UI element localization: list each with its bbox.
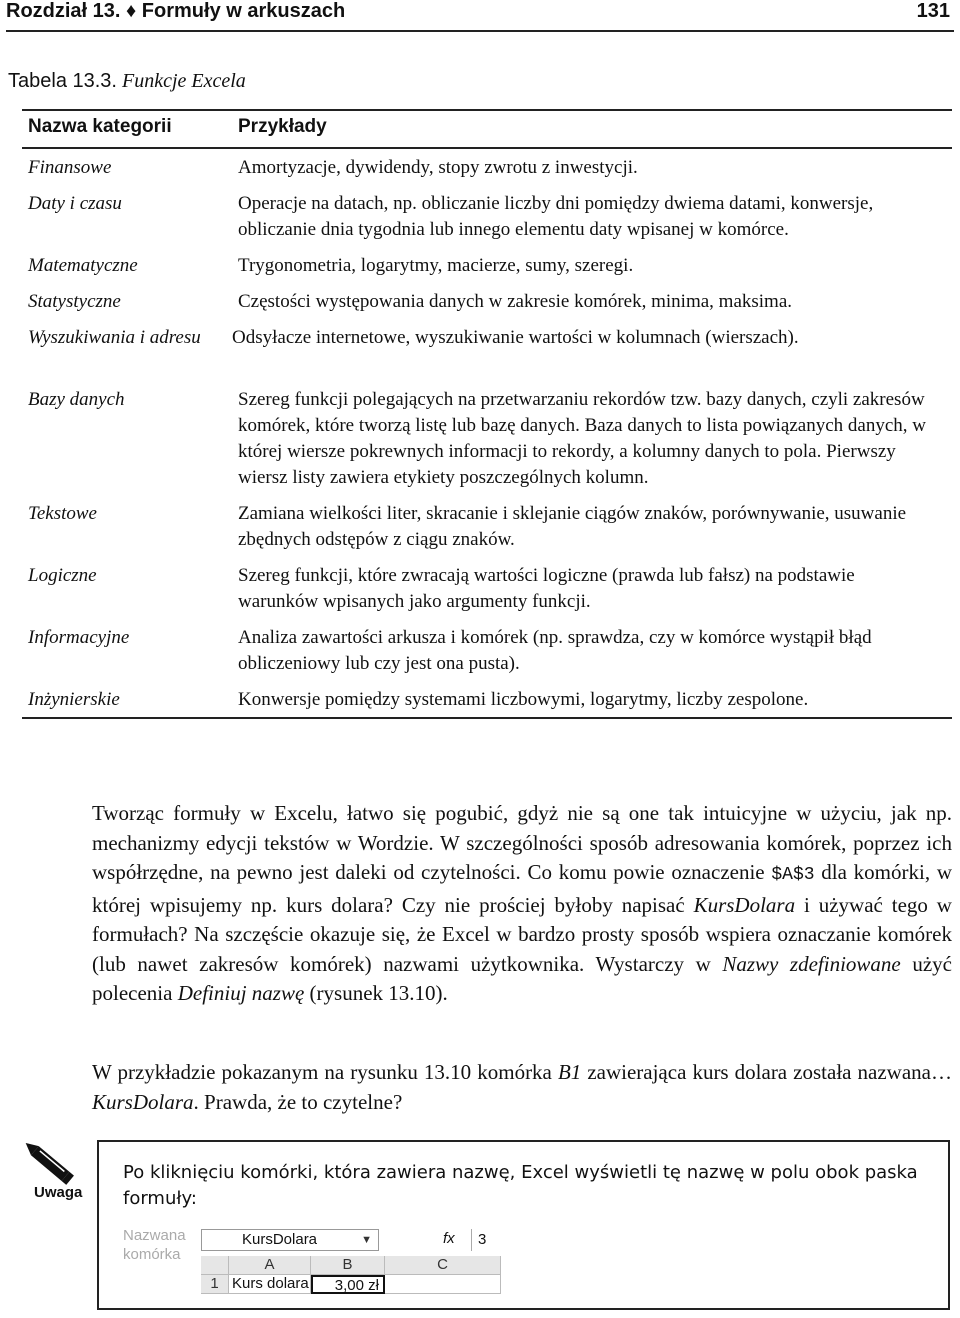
- examples-cell: Analiza zawartości arkusza i komórek (np. sprawdza, czy w komórce wystąpił błąd obliczeniowy lub czy jest ona pusta).: [238, 627, 872, 674]
- table-row: [22, 191, 952, 243]
- sheet-grid: [201, 1256, 501, 1294]
- emphasis: KursDolara: [693, 892, 796, 917]
- fx-icon[interactable]: fx: [443, 1230, 455, 1247]
- column-header-category: Nazwa kategorii: [28, 116, 172, 137]
- examples-cell: Częstości występowania danych w zakresie komórek, minima, maksima.: [238, 291, 793, 312]
- chapter-title: Rozdział 13. ♦ Formuły w arkuszach: [6, 0, 346, 22]
- column-header-c[interactable]: C: [385, 1256, 501, 1275]
- emphasis: Definiuj nazwę: [177, 981, 305, 1005]
- category-cell: Informacyjne: [28, 627, 130, 648]
- examples-cell: Zamiana wielkości liter, skracanie i sklejanie ciągów znaków, porównywanie, usuwanie zbędnych odstępów z ciągu znaków.: [238, 503, 907, 550]
- table-row: [22, 289, 952, 315]
- table-row: [22, 687, 952, 713]
- excel-screenshot: [123, 1224, 643, 1294]
- table-number: Tabela 13.3.: [8, 70, 117, 92]
- text-run: zawierająca kurs dolara została nazwana…: [581, 1060, 952, 1084]
- note-label: Uwaga: [34, 1184, 83, 1201]
- examples-cell: Operacje na datach, np. obliczanie liczby dni pomiędzy dwiema datami, konwersje, obliczanie dnia tygodnia lub innego elementu daty wpisanej w komórce.: [238, 193, 874, 240]
- grid-row-1: [201, 1275, 501, 1294]
- examples-cell: Konwersje pomiędzy systemami liczbowymi, logarytmy, liczby zespolone.: [238, 689, 809, 710]
- table-body: [22, 149, 952, 719]
- namebox-caption-line: komórka: [123, 1246, 181, 1263]
- table-row: [22, 253, 952, 279]
- note-box: [97, 1140, 950, 1310]
- category-cell: Logiczne: [28, 565, 97, 586]
- table-row: [22, 625, 952, 677]
- emphasis: KursDolara: [92, 1089, 194, 1114]
- examples-cell: Trygonometria, logarytmy, macierze, sumy, szeregi.: [238, 255, 634, 276]
- select-all-corner[interactable]: [201, 1256, 229, 1275]
- name-box-value: KursDolara: [242, 1231, 318, 1248]
- namebox-caption: [123, 1226, 186, 1264]
- functions-table: [22, 109, 952, 719]
- emphasis: Nazwy zdefiniowane: [722, 951, 901, 976]
- body-paragraph: [92, 799, 952, 1009]
- category-cell: Daty i czasu: [28, 193, 122, 214]
- text-run: użyć polecenia: [92, 951, 952, 1005]
- examples-cell: Szereg funkcji polegających na przetwarzaniu rekordów tzw. bazy danych, czyli zakresów komórek, które tworzą listę lub bazę danych. Baza danych to lista powiązanych danych, w której wiersze pokrewnych informacji to rekordy, a kolumny danych to pola. Pierwszy wiersz listy zawiera etykiety poszczególnych kolumn.: [238, 389, 926, 488]
- dropdown-arrow-icon[interactable]: ▼: [361, 1234, 372, 1246]
- formula-bar[interactable]: 3: [471, 1229, 506, 1251]
- grid-header-row: [201, 1256, 501, 1275]
- category-cell: Bazy danych: [28, 389, 125, 410]
- table-row: [22, 563, 952, 615]
- text-run: dla komórki, w której wpisujemy np. kurs dolara? Czy nie prościej byłoby napisać: [92, 860, 952, 917]
- column-header-examples: Przykłady: [238, 116, 327, 137]
- emphasis: B1: [557, 1060, 582, 1084]
- category-cell: Statystyczne: [28, 291, 121, 312]
- table-caption: [8, 70, 246, 93]
- table-title: Funkcje Excela: [121, 70, 246, 92]
- table-row: [22, 155, 952, 181]
- cell-a1[interactable]: Kurs dolara: [229, 1275, 311, 1294]
- examples-cell: Odsyłacze internetowe, wyszukiwanie wartości w kolumnach (wierszach).: [232, 327, 799, 348]
- column-header-a[interactable]: A: [229, 1256, 311, 1275]
- row-header-1[interactable]: 1: [201, 1275, 229, 1294]
- table-header: [22, 109, 952, 149]
- cell-reference-code: $A$3: [771, 865, 815, 885]
- running-header: [6, 0, 954, 32]
- body-paragraph: [92, 1058, 952, 1117]
- text-run: Tworząc formuły w Excelu, łatwo się pogubić, gdyż nie są one tak intuicyjne w użyciu, jak np. mechanizmy edycji tekstów w Wordzie. W szczególności sposób adresowania komórek, poprzez ich współrzędne, na pewno jest daleki od czytelności. Co komu powie oznaczenie: [92, 801, 952, 884]
- category-cell: Finansowe: [28, 157, 112, 178]
- page-number: 131: [916, 0, 950, 22]
- examples-cell: Amortyzacje, dywidendy, stopy zwrotu z inwestycji.: [238, 157, 638, 178]
- examples-cell: Szereg funkcji, które zwracają wartości logiczne (prawda lub fałsz) na podstawie warunków wpisanych jako argumenty funkcji.: [238, 565, 855, 612]
- table-row: [22, 501, 952, 553]
- name-box[interactable]: [201, 1229, 379, 1251]
- text-run: W przykładzie pokazanym na rysunku 13.10 komórka: [92, 1060, 558, 1084]
- column-header-b[interactable]: B: [311, 1256, 385, 1275]
- text-run: i używać tego w formułach? Na szczęście okazuje się, że Excel w bardzo prosty sposób wspiera oznaczanie komórek (lub nawet zakresów komórek) nazwami użytkownika. Wystarczy w: [92, 892, 952, 976]
- cell-b1[interactable]: 3,00 zł: [311, 1275, 385, 1294]
- note-text: Po kliknięciu komórki, która zawiera nazwę, Excel wyświetli tę nazwę w polu obok paska formuły:: [123, 1162, 918, 1209]
- table-row: [22, 387, 952, 491]
- category-cell: Inżynierskie: [28, 689, 120, 710]
- text-run: (rysunek 13.10).: [304, 981, 448, 1005]
- category-cell: Wyszukiwania i adresu: [28, 327, 201, 348]
- category-cell: Matematyczne: [28, 255, 138, 276]
- namebox-caption-line: Nazwana: [123, 1227, 186, 1244]
- table-row: [22, 325, 952, 377]
- category-cell: Tekstowe: [28, 503, 97, 524]
- cell-c1[interactable]: [385, 1275, 501, 1294]
- text-run: . Prawda, że to czytelne?: [193, 1089, 403, 1114]
